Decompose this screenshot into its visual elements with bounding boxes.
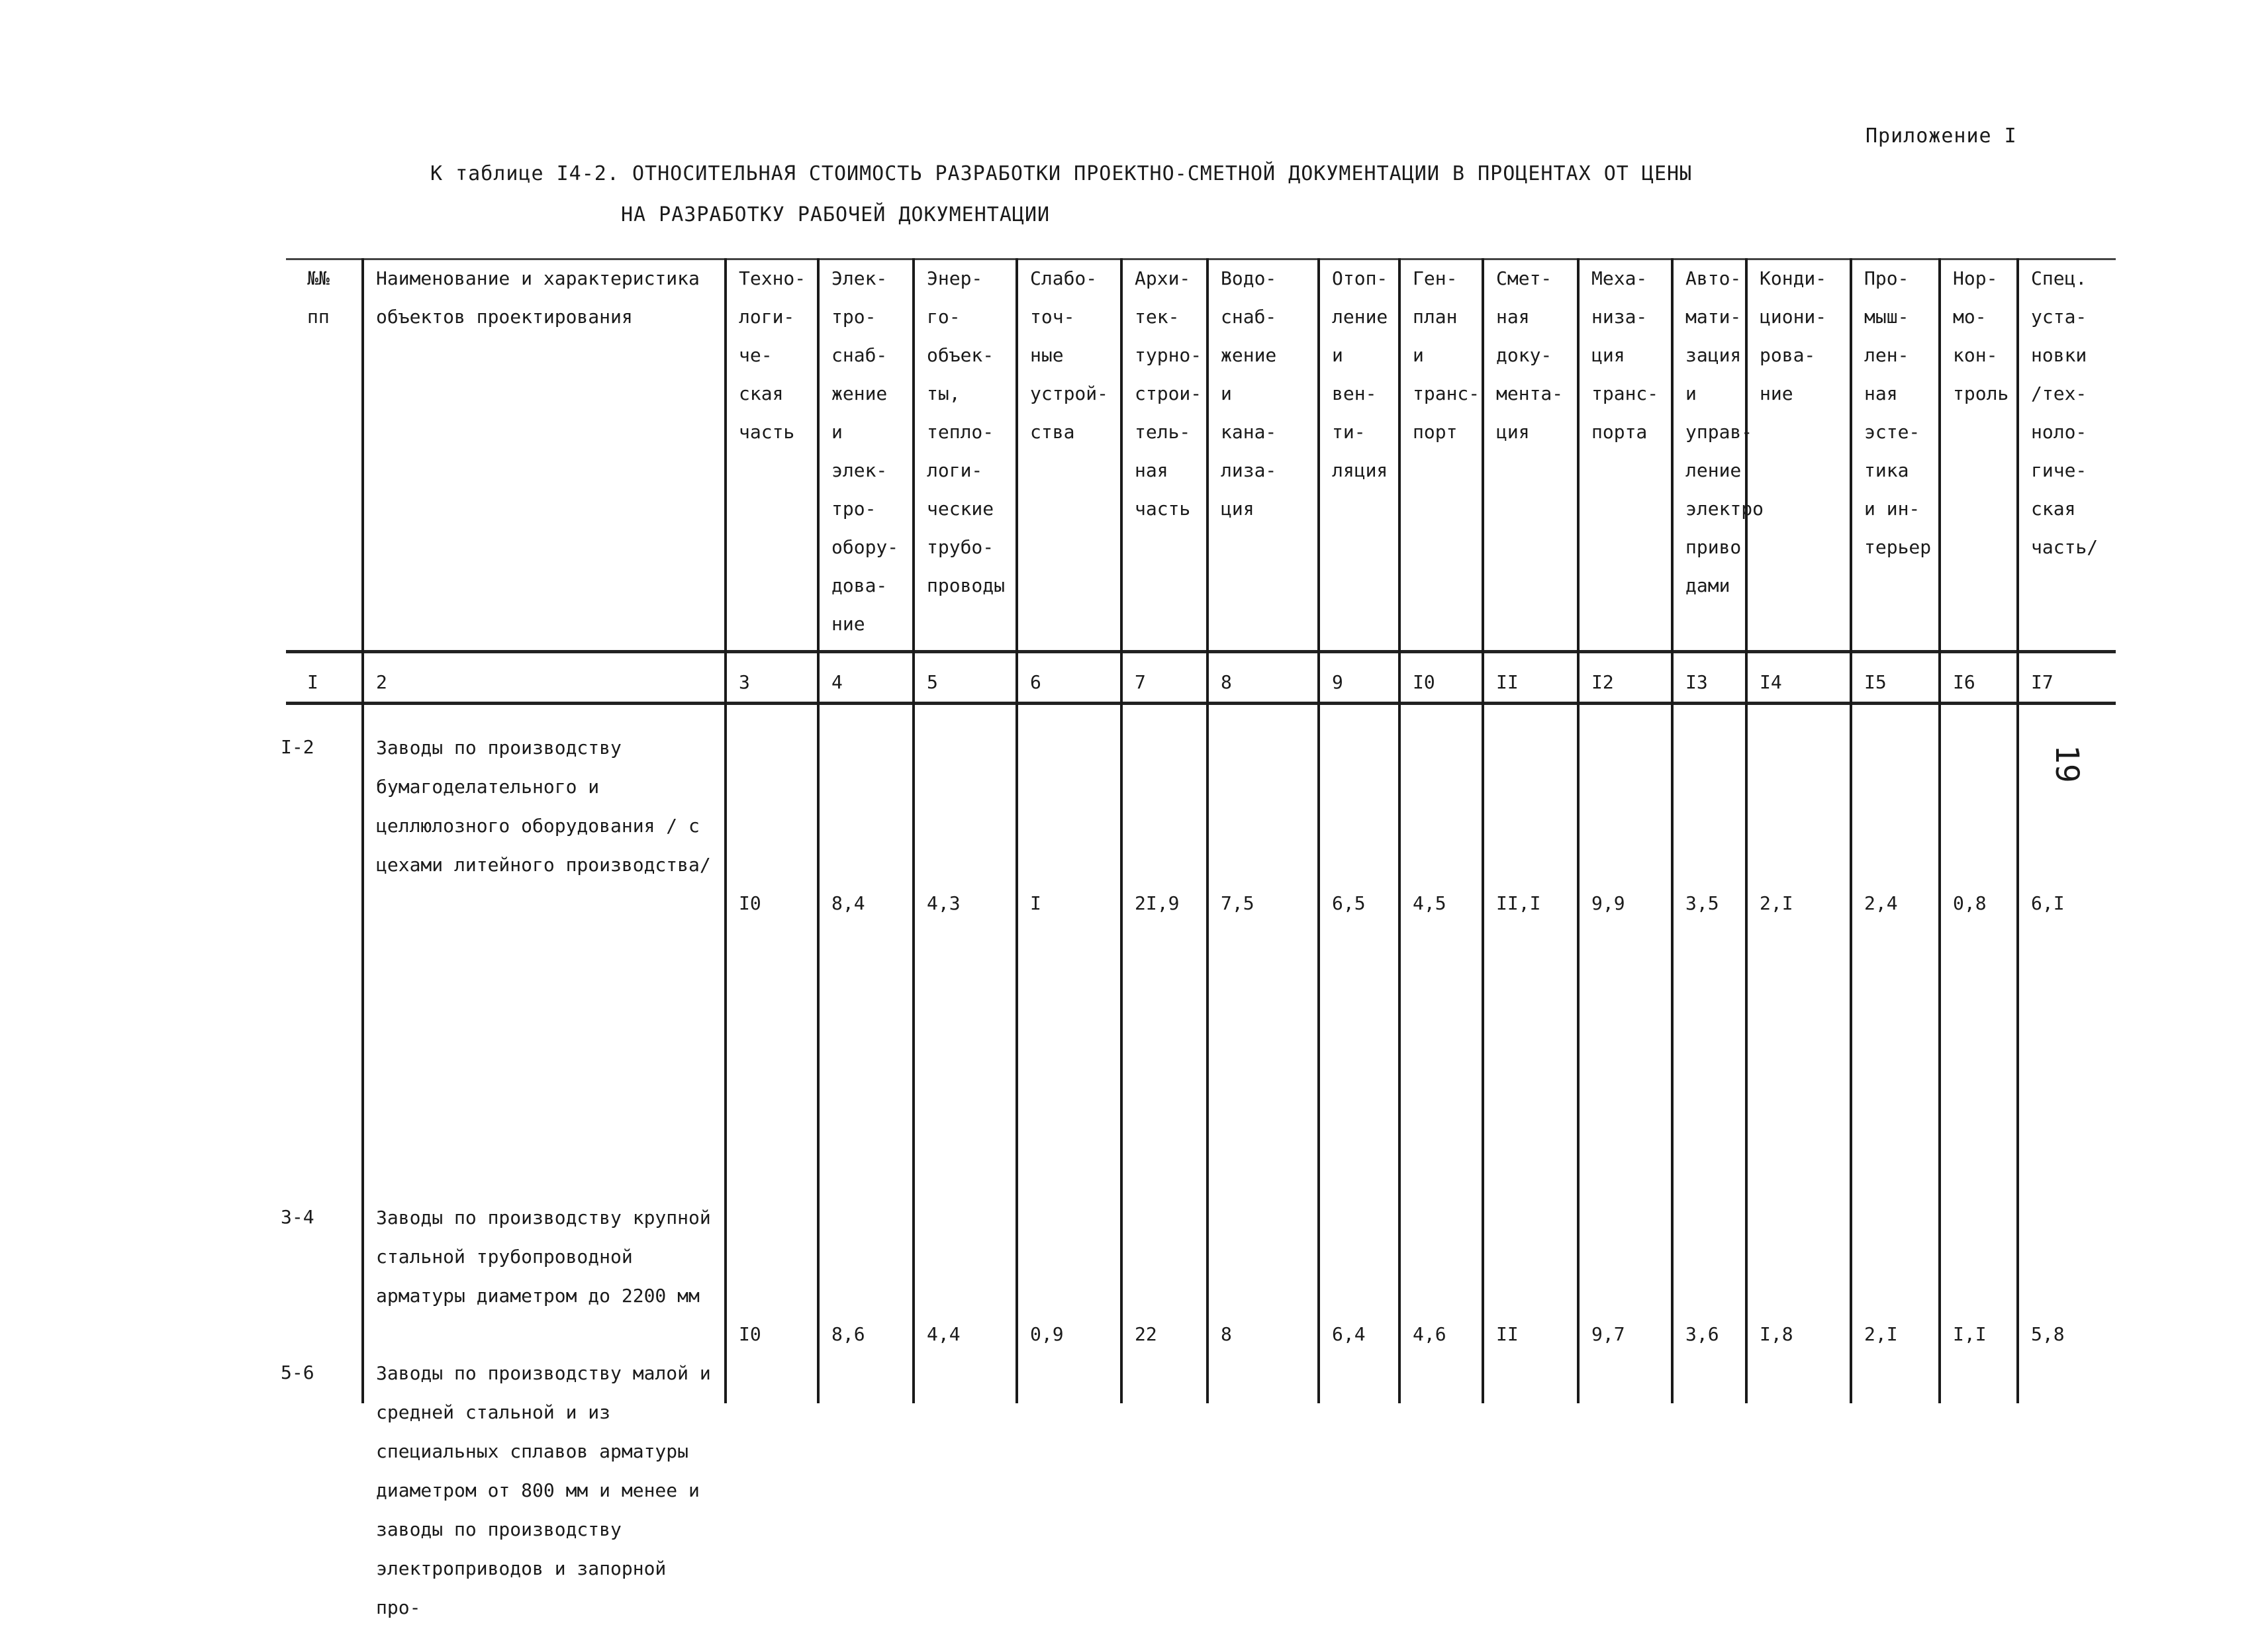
column-header-9: Отоп- ление и вен- ти- ляция [1332, 267, 1388, 481]
column-divider [1938, 258, 1941, 1403]
column-number-16: I6 [1953, 671, 1975, 693]
column-number-4: 4 [831, 671, 843, 693]
row-value-col-4: 8,4 [831, 892, 865, 914]
column-header-14: Конди- циони- рова- ние [1760, 267, 1827, 404]
row-value-col-10: 4,5 [1413, 892, 1446, 914]
column-header-10: Ген- план и транс- порт [1413, 267, 1480, 443]
row-value-col-14: I,8 [1760, 1323, 1793, 1345]
column-header-13: Авто- мати- зация и управ- ление электро приво дами [1685, 267, 1764, 596]
row-value-col-16: 0,8 [1953, 892, 1987, 914]
column-divider [1482, 258, 1484, 1403]
column-number-7: 7 [1135, 671, 1146, 693]
title-line-2: НА РАЗРАБОТКУ РАБОЧЕЙ ДОКУМЕНТАЦИИ [621, 203, 1051, 226]
column-number-3: 3 [739, 671, 750, 693]
column-header-7: Архи- тек- турно- строи- тель- ная часть [1135, 267, 1202, 520]
column-divider [1016, 258, 1018, 1403]
row-object-name: Заводы по производству крупной стальной трубопроводной арматуры диаметром до 2200 мм [376, 1207, 711, 1307]
column-header-15: Про- мыш- лен- ная эсте- тика и ин- терьер [1864, 267, 1932, 558]
row-value-col-5: 4,4 [927, 1323, 961, 1345]
column-divider [1120, 258, 1123, 1403]
row-value-col-5: 4,3 [927, 892, 961, 914]
column-number-2: 2 [376, 671, 387, 693]
column-divider [361, 258, 364, 1403]
row-value-col-14: 2,I [1760, 892, 1793, 914]
column-number-6: 6 [1030, 671, 1041, 693]
row-value-col-9: 6,5 [1332, 892, 1366, 914]
table-rule-1 [286, 650, 2116, 653]
row-value-col-12: 9,7 [1591, 1323, 1625, 1345]
table-rule-2 [286, 702, 2116, 705]
row-value-col-7: 2I,9 [1135, 892, 1180, 914]
column-number-5: 5 [927, 671, 938, 693]
column-divider [1398, 258, 1401, 1403]
column-divider [817, 258, 820, 1403]
row-value-col-11: II [1496, 1323, 1519, 1345]
column-header-3: Техно- логи- че- ская часть [739, 267, 806, 443]
row-value-col-7: 22 [1135, 1323, 1157, 1345]
row-value-col-8: 8 [1221, 1323, 1232, 1345]
row-value-col-4: 8,6 [831, 1323, 865, 1345]
column-number-15: I5 [1864, 671, 1887, 693]
column-divider [1671, 258, 1674, 1403]
column-divider [1206, 258, 1209, 1403]
column-header-6: Слабо- точ- ные устрой- ства [1030, 267, 1109, 443]
row-number: 3-4 [281, 1206, 314, 1228]
row-object-name: Заводы по производству бумагоделательного и целлюлозного оборудования / с цехами литейного производства/ [376, 737, 711, 876]
column-header-12: Меха- низа- ция транс- порта [1591, 267, 1659, 443]
column-header-8: Водо- снаб- жение и кана- лиза- ция [1221, 267, 1277, 520]
column-divider [1317, 258, 1320, 1403]
row-value-col-13: 3,5 [1685, 892, 1719, 914]
row-value-col-15: 2,4 [1864, 892, 1898, 914]
page-number: 19 [2048, 745, 2085, 783]
column-header-2: Наименование и характеристика объектов проектирования [376, 267, 700, 328]
row-number: I-2 [281, 736, 314, 758]
row-value-col-17: 5,8 [2031, 1323, 2065, 1345]
column-header-17: Спец. уста- новки /тех- ноло- гиче- ская часть/ [2031, 267, 2099, 558]
column-header-16: Нор- мо- кон- троль [1953, 267, 2009, 404]
column-divider [912, 258, 915, 1403]
row-value-col-6: 0,9 [1030, 1323, 1064, 1345]
appendix-label: Приложение I [1866, 124, 2017, 148]
row-value-col-13: 3,6 [1685, 1323, 1719, 1345]
document-title [430, 154, 1754, 236]
column-header-1: №№ пп [307, 267, 330, 328]
column-number-17: I7 [2031, 671, 2054, 693]
column-number-10: I0 [1413, 671, 1435, 693]
row-value-col-12: 9,9 [1591, 892, 1625, 914]
column-divider [1850, 258, 1852, 1403]
row-value-col-6: I [1030, 892, 1041, 914]
column-header-5: Энер- го- объек- ты, тепло- логи- ческие трубо- проводы [927, 267, 1006, 596]
column-header-11: Смет- ная доку- мента- ция [1496, 267, 1564, 443]
column-header-4: Элек- тро- снаб- жение и элек- тро- обору- дова- ние [831, 267, 899, 635]
column-number-11: II [1496, 671, 1519, 693]
column-number-12: I2 [1591, 671, 1614, 693]
column-divider [2016, 258, 2019, 1403]
column-number-13: I3 [1685, 671, 1708, 693]
row-value-col-8: 7,5 [1221, 892, 1254, 914]
row-object-name: Заводы по производству малой и средней стальной и из специальных сплавов арматуры диаметром от 800 мм и менее и заводы по производству электроприводов и запорной про- [376, 1362, 711, 1618]
row-value-col-17: 6,I [2031, 892, 2065, 914]
column-divider [1577, 258, 1580, 1403]
column-divider [724, 258, 727, 1403]
column-number-8: 8 [1221, 671, 1232, 693]
column-number-1: I [307, 671, 318, 693]
row-value-col-16: I,I [1953, 1323, 1987, 1345]
row-value-col-10: 4,6 [1413, 1323, 1446, 1345]
row-value-col-9: 6,4 [1332, 1323, 1366, 1345]
column-number-14: I4 [1760, 671, 1782, 693]
title-line-1: К таблице I4-2. ОТНОСИТЕЛЬНАЯ СТОИМОСТЬ РАЗРАБОТКИ ПРОЕКТНО-СМЕТНОЙ ДОКУМЕНТАЦИИ В ПРОЦЕНТАХ ОТ ЦЕНЫ [430, 162, 1693, 185]
row-value-col-3: I0 [739, 892, 761, 914]
row-value-col-11: II,I [1496, 892, 1541, 914]
row-value-col-3: I0 [739, 1323, 761, 1345]
cost-table [281, 258, 2116, 1618]
row-value-col-15: 2,I [1864, 1323, 1898, 1345]
column-number-9: 9 [1332, 671, 1343, 693]
row-number: 5-6 [281, 1362, 314, 1383]
